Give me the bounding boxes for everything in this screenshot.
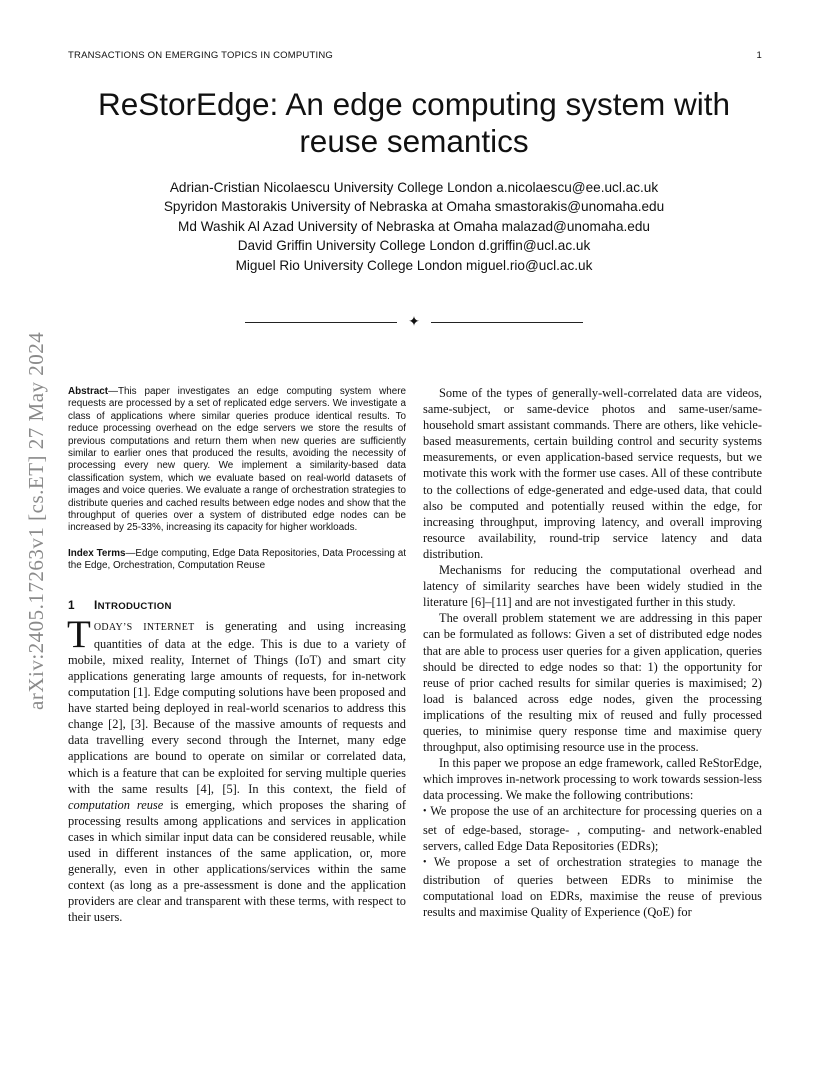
right-paragraph-1: Some of the types of generally-well-correlated data are videos, same-subject, or same-device photos and same-user/same-household smart assistant commands. There are others, like vehicle-based measurements, certain building control and security systems measurements, or even application-based service requests, but we motivate this work with the former use cases. All of these contribute to the collections of edge-generated and edge-used data, that could also be computed and potentially reused within the edge, for increasing throughput, improving latency, and overall improving resource availability, round-trip service latency and data distribution. [423,386,762,561]
index-terms [68,548,406,573]
section-number: 1 [68,597,75,612]
title-line-2: reuse semantics [299,123,529,159]
bullet-2-text: We propose a set of orchestration strategies to manage the distribution of queries between EDRs to minimise the computational load on EDRs, maximise the reuse of previous results and maximise Quality of Experience (QoE) for [423,854,762,919]
intro-p1-italic: computation reuse [68,797,164,812]
right-column [423,385,762,920]
journal-name: TRANSACTIONS ON EMERGING TOPICS IN COMPUTING [68,50,333,61]
index-terms-text: —Edge computing, Edge Data Repositories, Data Processing at the Edge, Orchestration, Computation Reuse [68,547,406,572]
divider-line-left [245,322,397,323]
author-list [60,178,768,275]
section-heading-introduction [68,598,406,612]
right-paragraph-3: The overall problem statement we are addressing in this paper can be formulated as follows: Given a set of distributed edge nodes that are able to process user queries for a given application, queries should be directed to edge nodes so that: 1) the opportunity for reuse of prior cached results for similar queries is maximised; 2) load is balanced across edge nodes, given the processing implications of the resulting mix of reused and fully processed queries, to minimise query response time and maximise query throughput, also optimising resource use in the process. [423,611,762,755]
running-header [68,50,762,61]
abstract-label: Abstract [68,386,109,397]
author-5: Miguel Rio University College London miguel.rio@ucl.ac.uk [235,257,593,273]
section-heading-initial: I [94,597,98,612]
divider-star-icon: ✦ [408,315,420,330]
author-2: Spyridon Mastorakis University of Nebraska at Omaha smastorakis@unomaha.edu [163,199,665,215]
smallcaps-lead: ODAY’S I [93,621,147,633]
author-3: Md Washik Al Azad University of Nebraska at Omaha malazad@unomaha.edu [178,218,650,234]
bullet-icon: • [423,856,427,868]
intro-p1-end: is emerging, which proposes the sharing of processing results among applications and services in application cases in which similar input data can be considered reusable, while used in different instances of the same application, or, more generally, even in other applications/services within the same context (as long as a pre-assessment is done and the application providers are clear and transparent with these terms, with respect to their users. [68,797,406,925]
left-column [68,386,406,925]
author-4: David Griffin University College London d.griffin@ucl.ac.uk [237,238,591,254]
contribution-bullet-2 [423,854,762,920]
title-divider [245,315,583,331]
bullet-1-text: We propose the use of an architecture for processing queries on a set of edge-based, storage- , computing- and network-enabled servers, called Edge Data Repositories (EDRs); [423,804,762,853]
abstract [68,386,406,535]
section-heading-rest: NTRODUCTION [97,600,172,612]
abstract-text: —This paper investigates an edge computing system where requests are processed by a set of replicated edge servers. We investigate a class of applications where similar queries produce identical results. To reduce processing overhead on the edge servers we store the results of previous computations and return them when new queries are sufficiently similar to earlier ones that produced the results, avoiding the necessity of processing every new query. We implement a similarity-based data classification system, which we evaluate based on real-world datasets of images and voice queries. We evaluate a range of orchestration strategies to distribute queries and cached results between edge nodes and show that the throughput of queries over a system of distributed edge nodes can be increased by 25-33%, increasing its capacity for higher workloads. [68,386,406,534]
right-paragraph-2: Mechanisms for reducing the computational overhead and latency of similarity searches have been widely studied in the literature [6]–[11] and are not investigated further in this study. [423,563,762,610]
intro-paragraph-1 [67,612,406,926]
right-paragraph-4: In this paper we propose an edge framework, called ReStorEdge, which improves in-network processing to work towards session-less data processing. We make the following contributions: [423,756,762,803]
intro-p1-text: is generating and using increasing quantities of data at the edge. This is due to a variety of mobile, mixed reality, Internet of Things (IoT) and smart city applications generating large amounts of requests, for in-network computation [1]. Edge computing solutions have been proposed and have started being deployed in real-world scenarios to address this change [2], [3]. Because of the massive amounts of requests and data travelling every second through the Internet, many edge applications are bound to operate on similar or correlated data, which is a feature that can be exploited for serving multiple queries with the same results [4], [5]. In this context, the field of [68,618,406,796]
arxiv-identifier: arXiv:2405.17263v1 [cs.ET] 27 May 2024 [24,331,48,711]
drop-cap: T [67,612,91,656]
smallcaps-lead-2: NTERNET [146,621,195,633]
bullet-icon: • [423,806,427,818]
index-terms-label: Index Terms [68,547,126,559]
contribution-bullet-1 [423,803,762,853]
author-1: Adrian-Cristian Nicolaescu University College London a.nicolaescu@ee.ucl.ac.uk [169,180,659,195]
page-number: 1 [756,50,762,61]
title-line-1: ReStorEdge: An edge computing system with [97,86,731,122]
divider-line-right [431,322,583,323]
paper-title [60,86,768,160]
